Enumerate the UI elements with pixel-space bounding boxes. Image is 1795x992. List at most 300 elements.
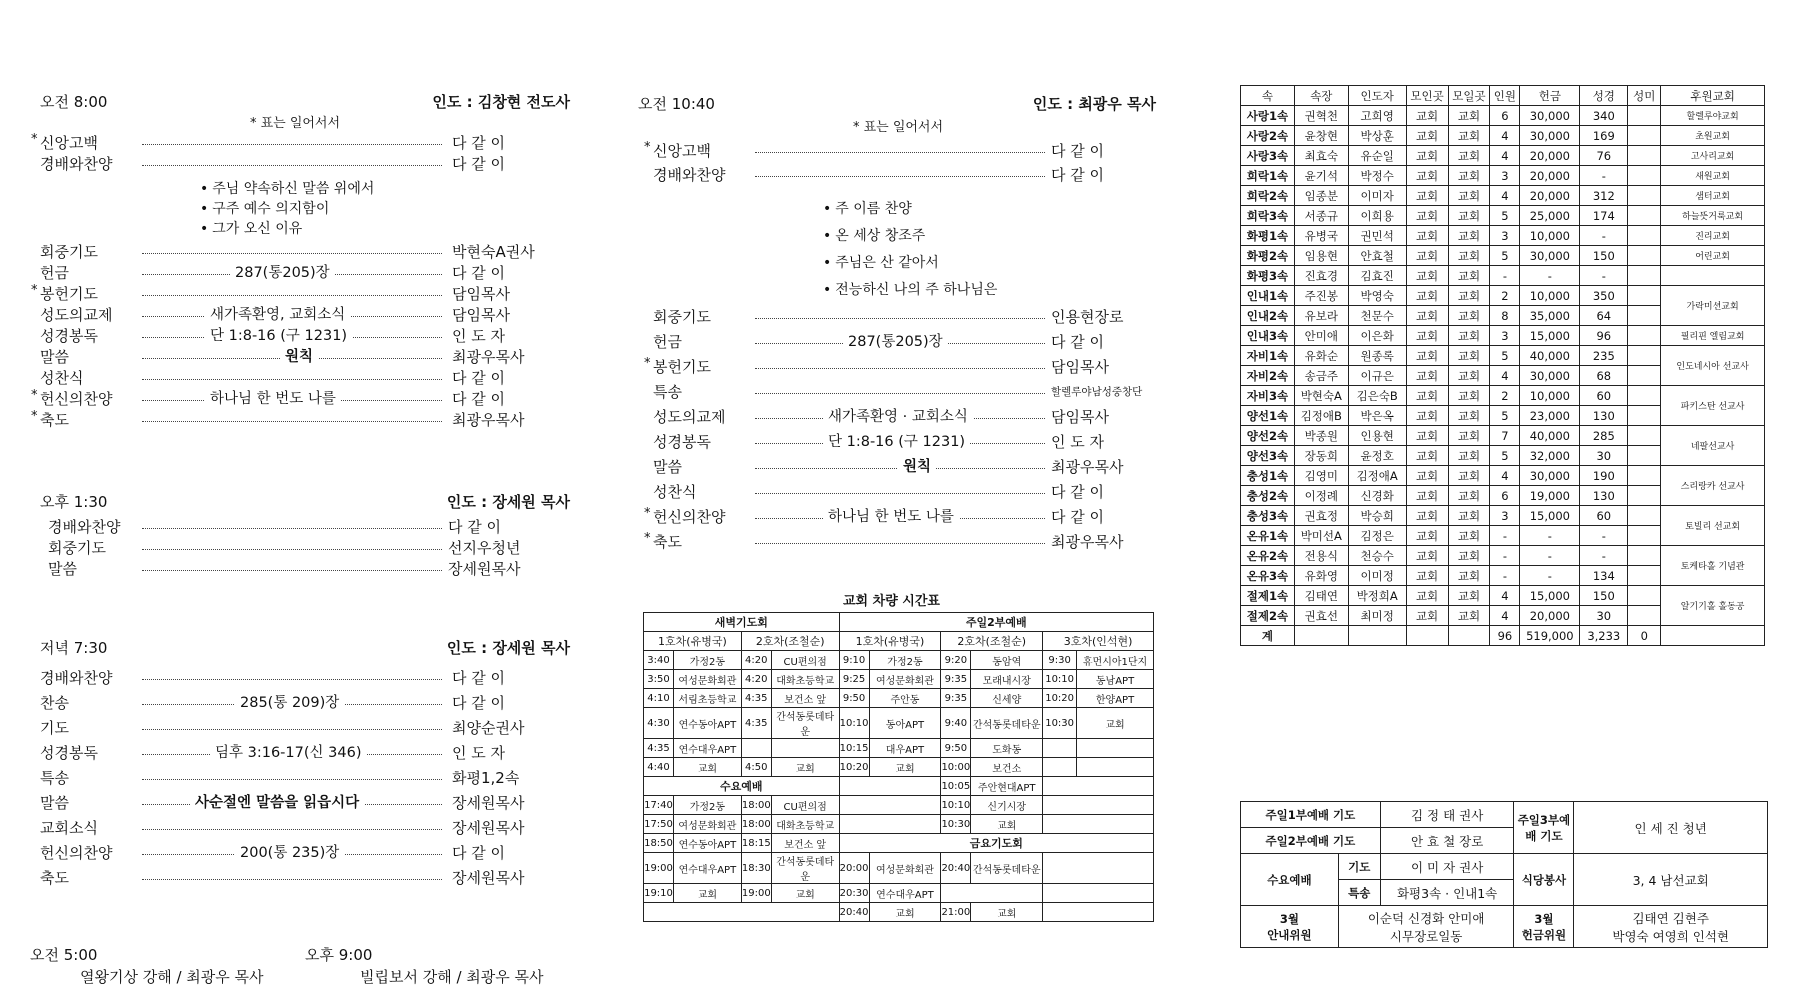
group-cell: 30,000 (1520, 466, 1580, 486)
table-row (1241, 206, 1765, 226)
bus-stop: 보건소 (971, 758, 1043, 777)
group-cell: 30 (1580, 606, 1628, 626)
order-row (40, 792, 550, 812)
standing-note: * 표는 일어서서 (249, 116, 341, 131)
group-cell: 20,000 (1520, 186, 1580, 206)
group-cell: 3 (1490, 166, 1520, 186)
group-cell (1628, 486, 1661, 506)
group-cell: 190 (1580, 466, 1628, 486)
order-item-detail: 285(통 209)장 (235, 691, 344, 712)
group-name: 희락2속 (1241, 186, 1295, 206)
group-cell: 5 (1490, 346, 1520, 366)
group-cell (1628, 266, 1661, 286)
group-cell: - (1490, 546, 1520, 566)
order-item-leader: 인 도 자 (452, 744, 506, 762)
group-cell: 교회 (1406, 606, 1448, 626)
group-header-cell: 후원교회 (1661, 86, 1765, 106)
order-item-leader: 담임목사 (1051, 408, 1109, 426)
group-cell: 15,000 (1520, 326, 1580, 346)
bus-time: 20:00 (839, 853, 869, 884)
group-cell: 이미정 (1348, 566, 1406, 586)
group-cell: 교회 (1448, 106, 1490, 126)
standing-mark: * (31, 132, 38, 147)
group-cell: 교회 (1406, 386, 1448, 406)
group-header-cell: 모일곳 (1448, 86, 1490, 106)
group-cell: 76 (1580, 146, 1628, 166)
order-item-detail: 하나님 한 번도 나를 (205, 387, 341, 408)
empty-cell (839, 796, 941, 815)
group-cell: 권효선 (1294, 606, 1348, 626)
group-cell: 4 (1490, 186, 1520, 206)
order-item-name: 성도의교제 (40, 306, 113, 324)
table-row (1241, 186, 1765, 206)
group-cell: 임용현 (1294, 246, 1348, 266)
empty-cell (1077, 758, 1154, 777)
group-cell: 3 (1490, 226, 1520, 246)
group-name: 온유2속 (1241, 546, 1295, 566)
dotted-leader (142, 253, 442, 254)
order-row (40, 742, 550, 762)
duty-label: 헌금위원 (1521, 927, 1567, 942)
group-cell: 40,000 (1520, 426, 1580, 446)
order-item-leader: 장세원목사 (448, 560, 521, 578)
group-cell: 진효경 (1294, 266, 1348, 286)
bus-stop: CU편의점 (771, 796, 839, 815)
order-row (40, 304, 550, 324)
order-item-leader: 인 도 자 (1051, 433, 1105, 451)
bus-stop: 한양APT (1077, 689, 1154, 708)
order-item-leader: 최광우목사 (452, 348, 525, 366)
order-item-name: 경배와찬양 (40, 155, 113, 173)
group-name: 충성2속 (1241, 486, 1295, 506)
order-row (31, 132, 550, 152)
group-cell: 30,000 (1520, 246, 1580, 266)
supporting-church: 할렐루야교회 (1661, 106, 1765, 126)
order-item-leader: 담임목사 (452, 285, 510, 303)
bus-stop: 보건소 앞 (771, 834, 839, 853)
order-item-detail: 단 1:8-16 (구 1231) (205, 324, 352, 345)
bus-stop: 대화초등학교 (771, 670, 839, 689)
dotted-leader (142, 679, 442, 680)
bus-stop: 연수동아APT (673, 708, 741, 739)
group-cell: 7 (1490, 426, 1520, 446)
order-item-detail: 원칙 (898, 455, 936, 476)
group-cell (1628, 406, 1661, 426)
group-cell: 4 (1490, 146, 1520, 166)
dotted-leader (755, 152, 1045, 153)
total-cell (1406, 626, 1448, 646)
bus-time: 18:00 (741, 815, 771, 834)
order-item-leader: 다 같 이 (452, 390, 506, 408)
group-cell: - (1580, 266, 1628, 286)
group-cell: 교회 (1406, 426, 1448, 446)
group-cell: 교회 (1448, 506, 1490, 526)
order-item-name: 특송 (40, 769, 69, 787)
bus-time: 9:30 (1043, 651, 1077, 670)
total-cell (1294, 626, 1348, 646)
bus-stop: 교회 (673, 884, 741, 903)
supporting-church: 가락미션교회 (1661, 286, 1765, 326)
bus-time: 3:50 (644, 670, 674, 689)
empty-cell (1043, 739, 1077, 758)
group-cell: 교회 (1406, 326, 1448, 346)
group-cell: 174 (1580, 206, 1628, 226)
table-row (1241, 126, 1765, 146)
group-cell (1628, 306, 1661, 326)
group-cell: 350 (1580, 286, 1628, 306)
bus-stop: 간석동롯데타운 (771, 853, 839, 884)
dotted-leader (755, 393, 1045, 394)
song-item: • 전능하신 나의 주 하나님은 (823, 279, 997, 299)
group-cell: 신경화 (1348, 486, 1406, 506)
group-name: 양선2속 (1241, 426, 1295, 446)
order-row (653, 431, 1153, 451)
order-item-leader: 다 같 이 (452, 369, 506, 387)
order-row (653, 481, 1153, 501)
group-cell: 천문수 (1348, 306, 1406, 326)
order-item-leader: 최양순권사 (452, 719, 525, 737)
order-row (40, 325, 550, 345)
group-header-cell: 인도자 (1348, 86, 1406, 106)
group-cell: 권효정 (1294, 506, 1348, 526)
group-header-cell: 헌금 (1520, 86, 1580, 106)
bus-time: 10:30 (941, 815, 971, 834)
duty-label: 주일2부예배 기도 (1241, 828, 1381, 854)
empty-cell (771, 739, 839, 758)
bus-stop: 동남APT (1077, 670, 1154, 689)
group-name: 인내2속 (1241, 306, 1295, 326)
order-item-name: 성경봉독 (653, 433, 711, 451)
bus-stop: 동암역 (971, 651, 1043, 670)
night-desc: 빌립보서 강해 / 최광우 목사 (360, 968, 544, 986)
group-name: 자비3속 (1241, 386, 1295, 406)
group-cell: 주진봉 (1294, 286, 1348, 306)
group-cell: - (1580, 226, 1628, 246)
order-item-name: 성경봉독 (40, 327, 98, 345)
duty-label: 주일3부예배 기도 (1514, 802, 1574, 854)
order-item-leader: 최광우목사 (1051, 533, 1124, 551)
group-cell: 김정은 (1348, 526, 1406, 546)
dotted-leader (142, 729, 442, 730)
order-row (653, 164, 1153, 184)
group-cell: 60 (1580, 506, 1628, 526)
group-cell (1628, 366, 1661, 386)
bus-time: 20:30 (839, 884, 869, 903)
group-cell (1628, 526, 1661, 546)
dotted-leader (142, 570, 442, 571)
group-cell: 교회 (1406, 506, 1448, 526)
group-cell: - (1520, 546, 1580, 566)
order-row (40, 767, 550, 787)
order-row (48, 516, 548, 536)
group-cell: 교회 (1448, 226, 1490, 246)
supporting-church: 파키스탄 선교사 (1661, 386, 1765, 426)
total-cell: 3,233 (1580, 626, 1628, 646)
group-cell: 원종록 (1348, 346, 1406, 366)
duty-label: 수요예배 (1241, 854, 1339, 906)
bus-time: 17:40 (644, 796, 674, 815)
group-cell: 교회 (1406, 206, 1448, 226)
empty-cell (941, 884, 1043, 903)
dotted-leader (142, 165, 442, 166)
group-cell: 교회 (1406, 186, 1448, 206)
group-name: 사랑3속 (1241, 146, 1295, 166)
group-cell: 최효숙 (1294, 146, 1348, 166)
bus-stop: 도화동 (971, 739, 1043, 758)
group-cell: 최미정 (1348, 606, 1406, 626)
dotted-leader (755, 176, 1045, 177)
duty-label: 주일1부예배 기도 (1241, 802, 1381, 828)
order-item-leader: 다 같 이 (452, 155, 506, 173)
group-cell: 유순일 (1348, 146, 1406, 166)
group-cell: 4 (1490, 466, 1520, 486)
group-cell (1628, 226, 1661, 246)
order-item-name: 특송 (653, 383, 682, 401)
supporting-church: 토빌리 선교회 (1661, 506, 1765, 546)
group-cell: 150 (1580, 586, 1628, 606)
table-row (1241, 546, 1765, 566)
group-cell: 김영미 (1294, 466, 1348, 486)
bus-time: 4:35 (644, 739, 674, 758)
group-cell: - (1580, 546, 1628, 566)
order-item-name: 봉헌기도 (40, 285, 98, 303)
total-cell: 519,000 (1520, 626, 1580, 646)
group-header-cell: 속장 (1294, 86, 1348, 106)
bus-stop: 교회 (869, 758, 941, 777)
group-cell: 교회 (1448, 566, 1490, 586)
order-item-name: 말씀 (40, 348, 69, 366)
group-cell: 235 (1580, 346, 1628, 366)
bus-stop: 대화초등학교 (771, 815, 839, 834)
supporting-church: 고사리교회 (1661, 146, 1765, 166)
empty-cell (644, 903, 840, 922)
order-item-name: 경배와찬양 (653, 166, 726, 184)
bus-stop: 간석동롯데타운 (971, 853, 1043, 884)
bus-time: 4:20 (741, 670, 771, 689)
bus-stop: 연수대우APT (673, 739, 741, 758)
order-item-name: 교회소식 (40, 819, 98, 837)
group-cell: - (1520, 526, 1580, 546)
group-cell: 교회 (1448, 586, 1490, 606)
group-cell: 교회 (1406, 406, 1448, 426)
empty-cell (1043, 777, 1154, 796)
dotted-leader (142, 879, 442, 880)
group-cell: 4 (1490, 586, 1520, 606)
table-row (1241, 166, 1765, 186)
empty-cell (1043, 853, 1154, 884)
bus-time: 18:50 (644, 834, 674, 853)
order-item-name: 축도 (653, 533, 682, 551)
group-cell (1628, 286, 1661, 306)
order-item-name: 성도의교제 (653, 408, 726, 426)
group-cell: 서종규 (1294, 206, 1348, 226)
duty-label: 3월 (1534, 911, 1554, 926)
group-cell: 윤기석 (1294, 166, 1348, 186)
group-cell: - (1580, 166, 1628, 186)
song-item: • 주 이름 찬양 (823, 198, 912, 218)
group-cell (1628, 346, 1661, 366)
order-row (40, 262, 550, 282)
group-cell: 교회 (1448, 146, 1490, 166)
order-row (644, 531, 1153, 551)
group-name: 희락3속 (1241, 206, 1295, 226)
evening-header (40, 637, 570, 657)
group-cell (1628, 206, 1661, 226)
group-cell: 교회 (1406, 286, 1448, 306)
total-cell: 계 (1241, 626, 1295, 646)
bus-schedule-table (643, 612, 1154, 922)
bus-section-header: 새벽기도회 (644, 613, 840, 632)
group-name: 온유3속 (1241, 566, 1295, 586)
order-item-leader: 박현숙A권사 (452, 243, 535, 261)
order-item-name: 회중기도 (653, 308, 711, 326)
table-row (1241, 506, 1765, 526)
group-cell: 이은화 (1348, 326, 1406, 346)
group-cell: 박영숙 (1348, 286, 1406, 306)
order-item-name: 경배와찬양 (40, 669, 113, 687)
duty-label: 3월 (1279, 911, 1299, 926)
order-row (40, 367, 550, 387)
table-row (1241, 106, 1765, 126)
supporting-church: 토케타홀 기념관 (1661, 546, 1765, 586)
group-name: 양선3속 (1241, 446, 1295, 466)
order-item-name: 축도 (40, 411, 69, 429)
dotted-leader (142, 779, 442, 780)
order-item-detail: 딤후 3:16-17(신 346) (210, 741, 366, 762)
order-item-name: 회중기도 (40, 243, 98, 261)
night-time: 오후 9:00 (305, 946, 373, 964)
order-item-name: 축도 (40, 869, 69, 887)
group-cell: 교회 (1448, 426, 1490, 446)
bus-time: 19:00 (741, 884, 771, 903)
duty-value: 화평3속 · 인내1속 (1380, 880, 1514, 906)
order-item-leader: 화평1,2속 (452, 769, 520, 787)
supporting-church: 샘터교회 (1661, 186, 1765, 206)
bus-stop: 가정2동 (673, 796, 741, 815)
order-item-leader: 장세원목사 (452, 819, 525, 837)
bus-time: 4:40 (644, 758, 674, 777)
group-cell: 박미선A (1294, 526, 1348, 546)
bus-time: 9:20 (941, 651, 971, 670)
bus-stop: 신기시장 (971, 796, 1043, 815)
order-item-leader: 최광우목사 (1051, 458, 1124, 476)
group-header-cell: 성경 (1580, 86, 1628, 106)
supporting-church: 필리핀 엘림교회 (1661, 326, 1765, 346)
service-leader: 인도 : 최광우 목사 (1032, 95, 1156, 113)
duty-table (1240, 801, 1768, 948)
group-cell (1628, 566, 1661, 586)
group-cell: 안미애 (1294, 326, 1348, 346)
group-cell (1628, 606, 1661, 626)
bus-car-header: 3호차(인석현) (1043, 632, 1154, 651)
group-cell: 박현숙A (1294, 386, 1348, 406)
bus-stop: 대우APT (869, 739, 941, 758)
group-cell: 교회 (1406, 246, 1448, 266)
afternoon-header (40, 491, 570, 511)
order-item-name: 경배와찬양 (48, 518, 121, 536)
dotted-leader (755, 368, 1045, 369)
group-name: 자비1속 (1241, 346, 1295, 366)
group-name: 절제1속 (1241, 586, 1295, 606)
group-cell: 김정애B (1294, 406, 1348, 426)
group-name: 충성3속 (1241, 506, 1295, 526)
duty-value: 이순덕 신경화 안미애 (1367, 910, 1485, 926)
group-name: 인내1속 (1241, 286, 1295, 306)
group-cell: 35,000 (1520, 306, 1580, 326)
order-row (48, 537, 548, 557)
group-cell: 2 (1490, 386, 1520, 406)
table-row (1241, 326, 1765, 346)
group-cell: 2 (1490, 286, 1520, 306)
empty-cell (1043, 884, 1154, 903)
group-cell: 68 (1580, 366, 1628, 386)
bus-time: 18:30 (741, 853, 771, 884)
group-cell: 이희용 (1348, 206, 1406, 226)
group-cell: - (1580, 526, 1628, 546)
order-item-leader: 선지우청년 (448, 539, 521, 557)
empty-cell (1043, 815, 1154, 834)
order-item-detail: 단 1:8-16 (구 1231) (823, 430, 970, 451)
order-row (48, 558, 548, 578)
group-cell: 안효철 (1348, 246, 1406, 266)
group-cell (1628, 246, 1661, 266)
table-row (1241, 266, 1765, 286)
bus-time: 17:50 (644, 815, 674, 834)
order-item-name: 성찬식 (40, 369, 84, 387)
group-cell: 30,000 (1520, 366, 1580, 386)
supporting-church: 초원교회 (1661, 126, 1765, 146)
group-cell (1628, 506, 1661, 526)
empty-cell (1043, 758, 1077, 777)
supporting-church: 진리교회 (1661, 226, 1765, 246)
bus-section-header: 주일2부예배 (839, 613, 1153, 632)
group-header-cell: 속 (1241, 86, 1295, 106)
group-cell: 312 (1580, 186, 1628, 206)
order-item-leader: 다 같 이 (1051, 166, 1105, 184)
group-cell (1628, 186, 1661, 206)
group-cell: 교회 (1448, 446, 1490, 466)
group-cell: 20,000 (1520, 166, 1580, 186)
group-cell: 권민석 (1348, 226, 1406, 246)
dotted-leader (142, 421, 442, 422)
total-cell (1448, 626, 1490, 646)
order-item-leader: 다 같 이 (448, 518, 502, 536)
group-cell: 60 (1580, 386, 1628, 406)
group-cell: 20,000 (1520, 606, 1580, 626)
morning8-header (40, 91, 570, 111)
order-item-leader: 최광우목사 (452, 411, 525, 429)
bus-time: 10:20 (839, 758, 869, 777)
song-item: • 그가 오신 이유 (200, 218, 302, 238)
total-row (1241, 626, 1765, 646)
group-cell: 이미자 (1348, 186, 1406, 206)
empty-cell (1077, 739, 1154, 758)
standing-mark: * (31, 283, 38, 298)
duty-label: 안내위원 (1267, 927, 1312, 942)
order-item-leader: 다 같 이 (452, 694, 506, 712)
group-name: 양선1속 (1241, 406, 1295, 426)
group-cell: 권혁천 (1294, 106, 1348, 126)
order-item-detail: 원칙 (280, 345, 318, 366)
bus-time: 10:10 (839, 708, 869, 739)
bus-time: 9:50 (839, 689, 869, 708)
bus-car-header: 2호차(조철순) (741, 632, 839, 651)
bus-stop: 연수대우APT (673, 853, 741, 884)
bus-section-header: 금요기도회 (839, 834, 1153, 853)
order-item-detail: 287(통205)장 (230, 261, 335, 282)
order-item-name: 헌신의찬양 (40, 390, 113, 408)
bus-stop: 모래내시장 (971, 670, 1043, 689)
